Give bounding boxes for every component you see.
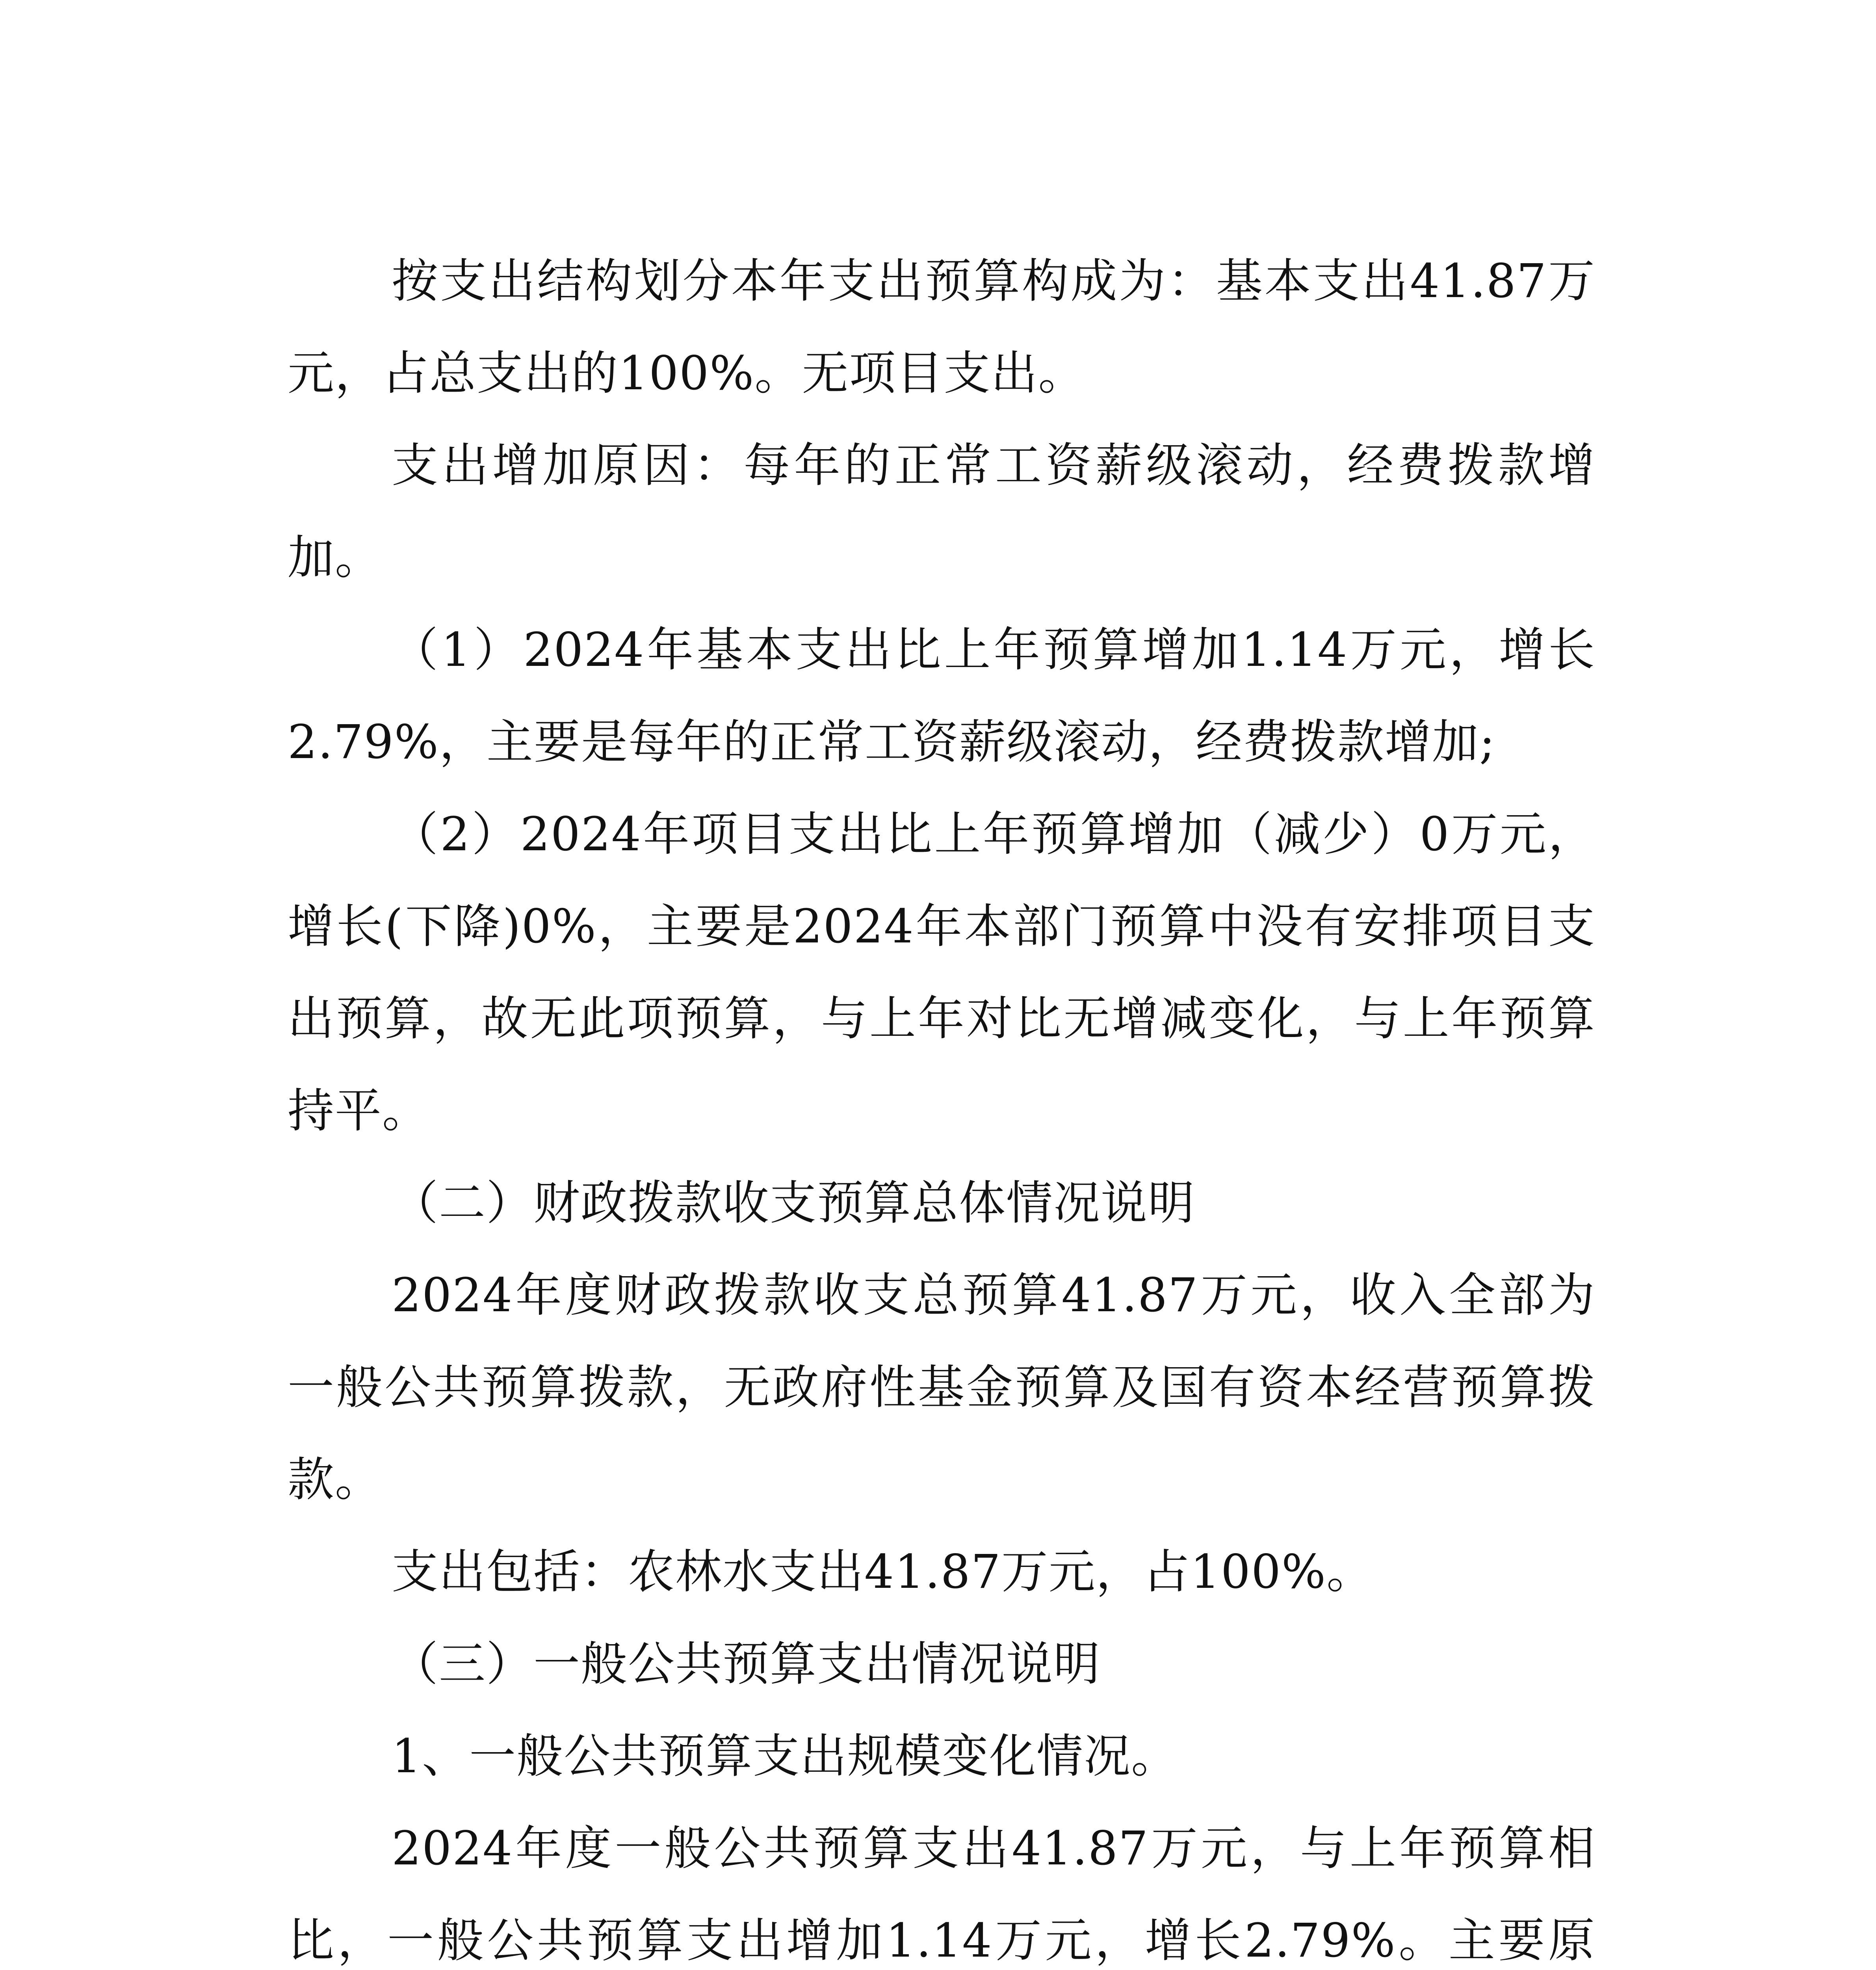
paragraph-expenditure-structure: 按支出结构划分本年支出预算构成为：基本支出41.87万元，占总支出的100%。无项目支出。 bbox=[288, 254, 1596, 400]
section-heading-fiscal-overview: （二）财政拨款收支预算总体情况说明 bbox=[392, 1176, 1196, 1230]
section-heading-general-public-budget: （三）一般公共预算支出情况说明 bbox=[392, 1637, 1101, 1691]
subheading-scale-change: 1、一般公共预算支出规模变化情况。 bbox=[392, 1729, 1179, 1783]
paragraph-expenditure-includes: 支出包括：农林水支出41.87万元，占100%。 bbox=[392, 1544, 1374, 1599]
document-body bbox=[288, 235, 1596, 1970]
paragraph-increase-reason: 支出增加原因：每年的正常工资薪级滚动，经费拨款增加。 bbox=[288, 438, 1596, 585]
paragraph-scale-change-detail: 2024年度一般公共预算支出41.87万元，与上年预算相比，一般公共预算支出增加1.14万元，增长2.79%。主要原 bbox=[288, 1821, 1596, 1968]
paragraph-project-expenditure-change: （2）2024年项目支出比上年预算增加（减少）0万元，增长(下降)0%，主要是2024年本部门预算中没有安排项目支出预算，故无此项预算，与上年对比无增减变化，与上年预算持平。 bbox=[288, 807, 1596, 1138]
paragraph-fiscal-total-budget: 2024年度财政拨款收支总预算41.87万元，收入全部为一般公共预算拨款，无政府性基金预算及国有资本经营预算拨款。 bbox=[288, 1268, 1596, 1507]
paragraph-basic-expenditure-change: （1）2024年基本支出比上年预算增加1.14万元，增长2.79%，主要是每年的正常工资薪级滚动，经费拨款增加; bbox=[288, 623, 1596, 769]
